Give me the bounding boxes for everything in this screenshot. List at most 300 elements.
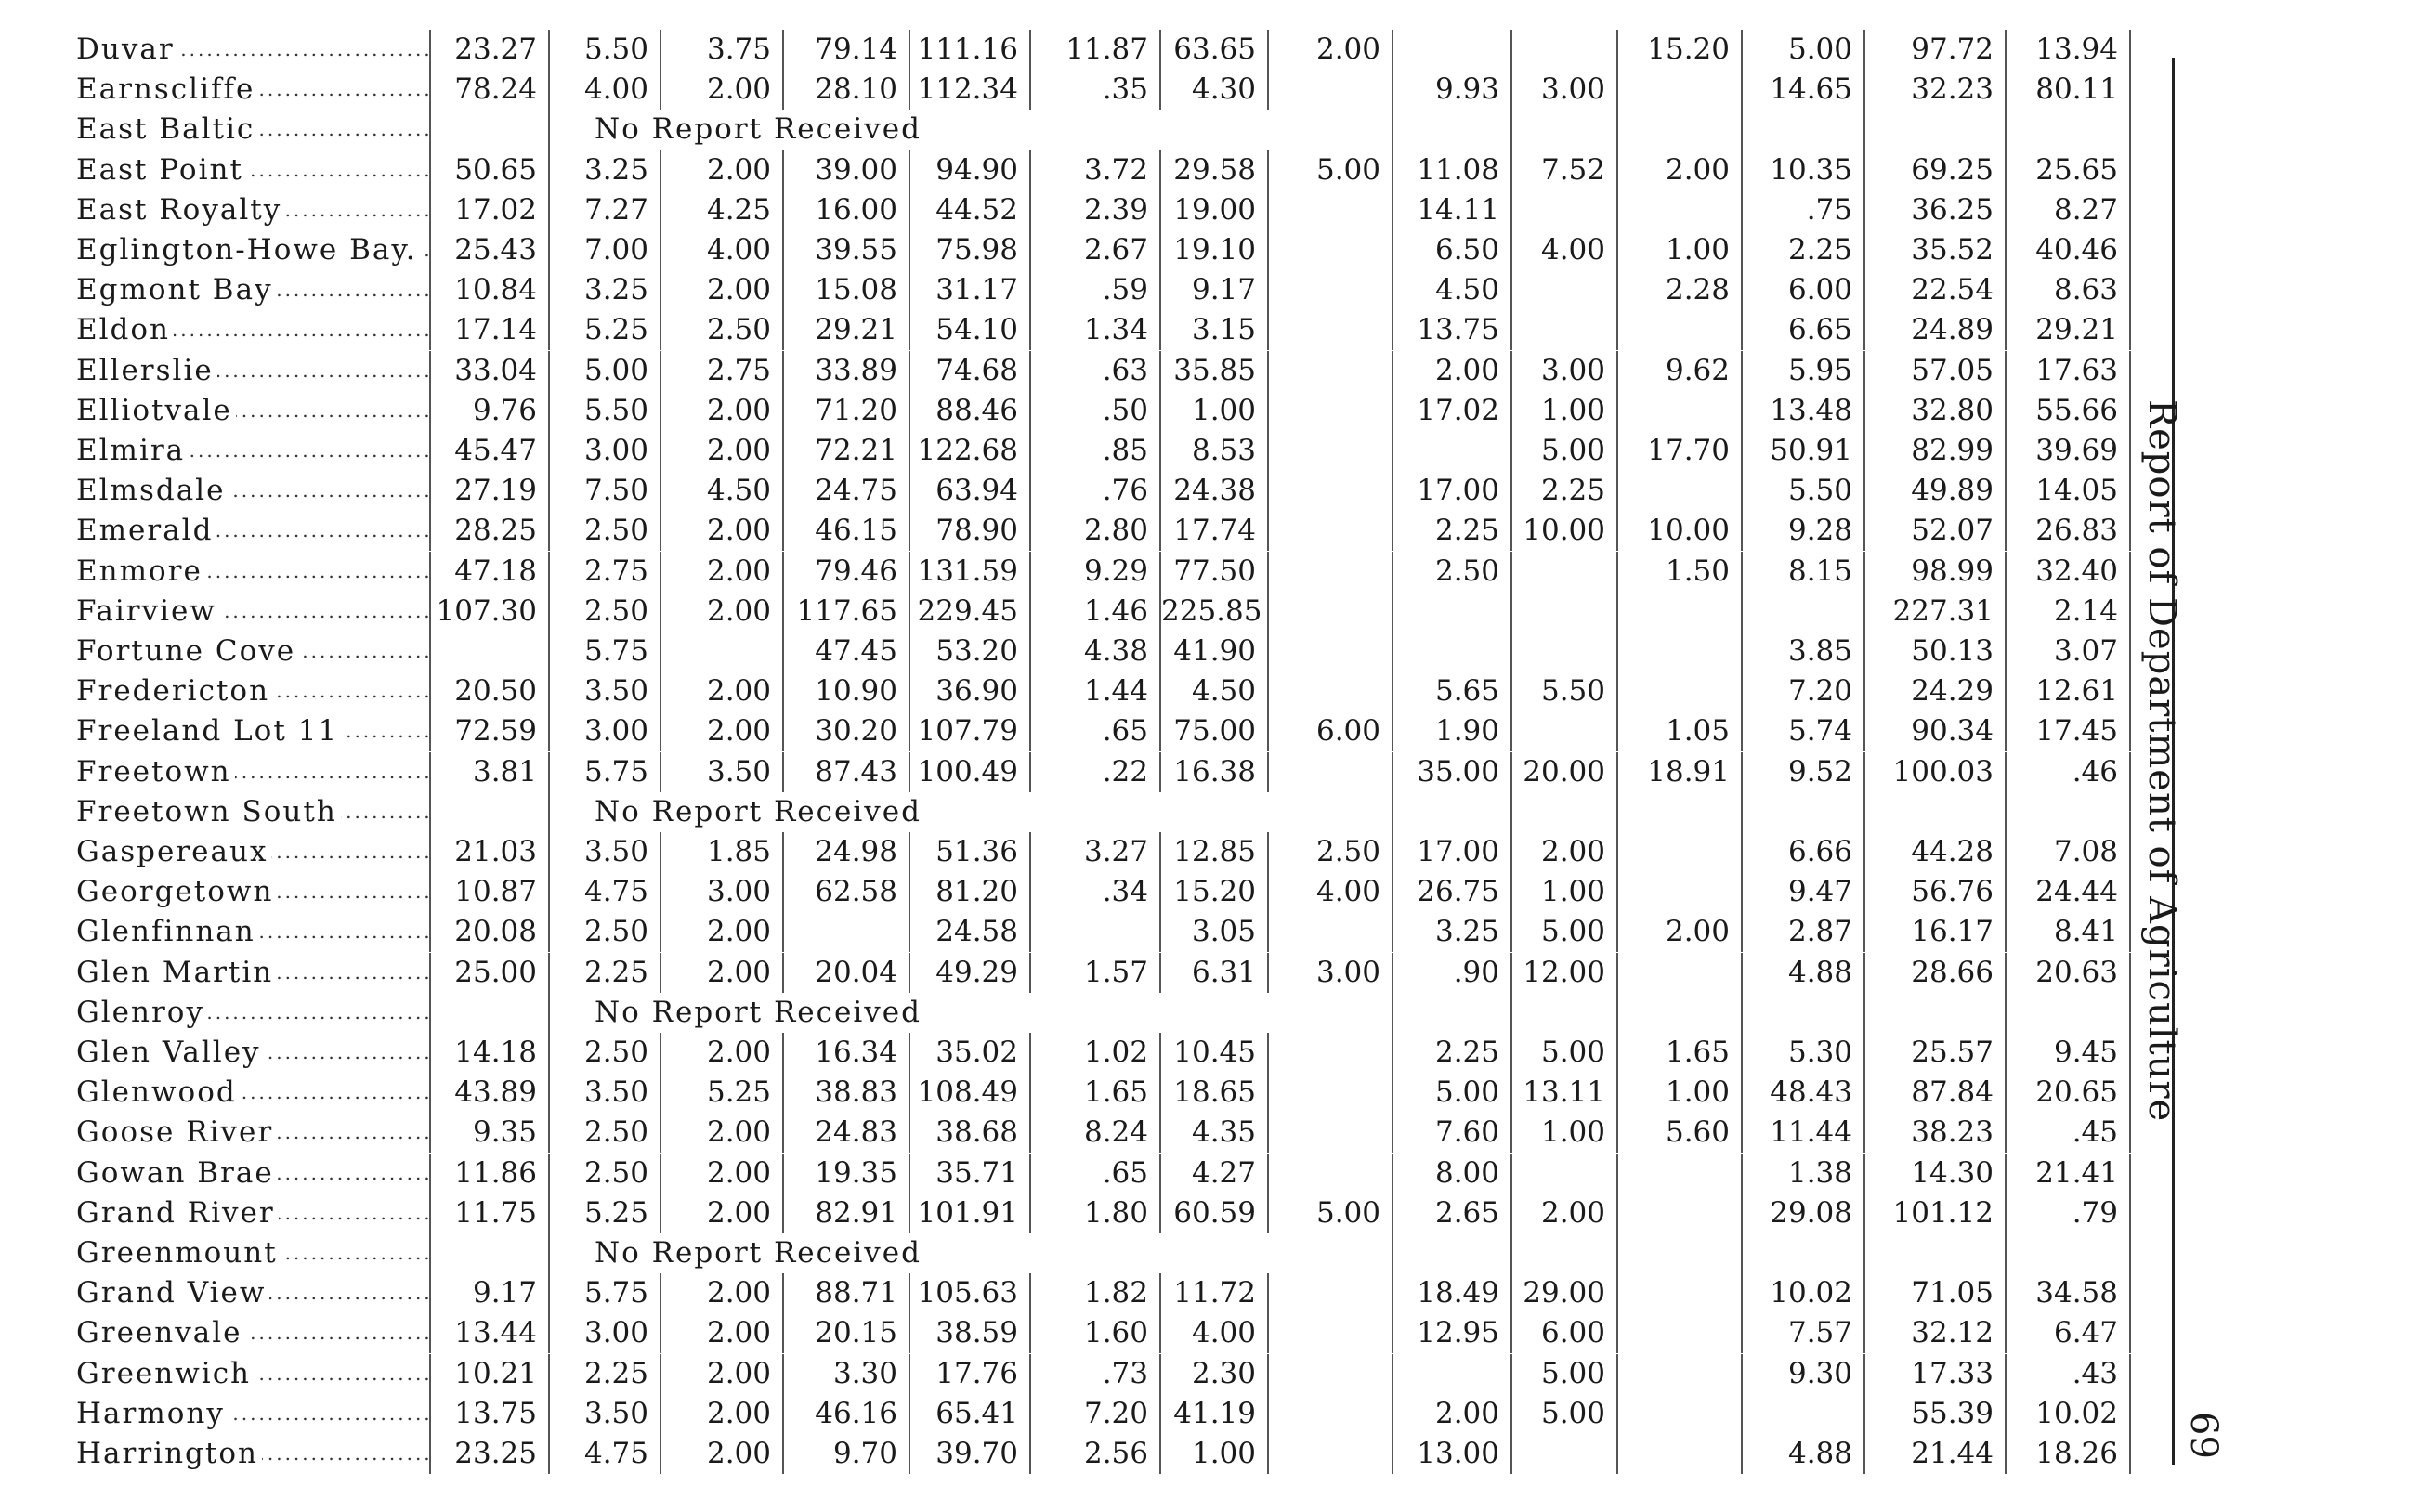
table-row: [0, 471, 2229, 511]
table-row: [0, 70, 2229, 110]
district-name: Greenwich: [76, 1357, 255, 1390]
value-cell-col-6: 9.29: [1031, 552, 1161, 592]
district-name-cell: [76, 150, 431, 190]
value-cell-col-2: 5.50: [550, 30, 661, 70]
value-cell-col-9: 17.00: [1393, 832, 1512, 872]
value-cell-col-11: 15.20: [1618, 30, 1743, 70]
value-cell-col-9: 9.93: [1393, 70, 1512, 110]
value-cell-col-11: [1618, 190, 1743, 230]
value-cell-col-6: .59: [1031, 270, 1161, 310]
value-cell-col-2: 7.27: [550, 190, 661, 230]
value-cell-col-8: [1269, 1273, 1393, 1313]
value-cell-col-6: [1031, 792, 1161, 832]
value-cell-col-9: [1393, 1354, 1512, 1394]
value-cell-col-14: 2.14: [2007, 592, 2131, 632]
value-cell-col-3: 4.00: [661, 230, 784, 270]
value-cell-col-13: 100.03: [1865, 752, 2007, 792]
value-cell-col-2: 2.50: [550, 592, 661, 632]
value-cell-col-7: 4.35: [1161, 1113, 1269, 1153]
value-cell-col-14: 17.63: [2007, 351, 2131, 391]
value-cell-col-1: 13.75: [431, 1394, 550, 1434]
value-cell-col-7: 75.00: [1161, 711, 1269, 751]
value-cell-col-14: [2007, 993, 2131, 1033]
value-cell-col-7: 41.90: [1161, 632, 1269, 671]
district-name: Duvar: [76, 33, 178, 66]
value-cell-col-9: 26.75: [1393, 872, 1512, 912]
value-cell-col-6: .76: [1031, 471, 1161, 511]
value-cell-col-2: 2.50: [550, 912, 661, 952]
value-cell-col-10: 5.00: [1512, 1394, 1618, 1434]
value-cell-col-1: 20.50: [431, 671, 550, 711]
table-row: [0, 1354, 2229, 1394]
value-cell-col-7: 29.58: [1161, 150, 1269, 190]
table-row: [0, 1193, 2229, 1233]
district-name-cell: [76, 592, 431, 632]
district-name: Freetown: [76, 755, 235, 789]
value-cell-col-1: 50.65: [431, 150, 550, 190]
value-cell-col-5: 112.34: [910, 70, 1031, 110]
value-cell-col-8: [1269, 230, 1393, 270]
value-cell-col-12: 4.88: [1743, 953, 1865, 993]
value-cell-col-10: [1512, 993, 1618, 1033]
value-cell-col-1: [431, 993, 550, 1033]
value-cell-col-4: 79.46: [784, 552, 910, 592]
value-cell-col-2: 3.25: [550, 150, 661, 190]
value-cell-col-8: [1269, 471, 1393, 511]
value-cell-col-14: 20.63: [2007, 953, 2131, 993]
value-cell-col-14: .45: [2007, 1113, 2131, 1153]
value-cell-col-10: [1512, 552, 1618, 592]
value-cell-col-13: 71.05: [1865, 1273, 2007, 1313]
value-cell-col-6: 1.34: [1031, 310, 1161, 350]
value-cell-col-8: [1269, 1073, 1393, 1113]
value-cell-col-8: [1269, 110, 1393, 150]
value-cell-col-3: 2.00: [661, 671, 784, 711]
value-cell-col-2: 5.75: [550, 632, 661, 671]
value-cell-col-2: 4.75: [550, 872, 661, 912]
value-cell-col-14: 21.41: [2007, 1154, 2131, 1193]
value-cell-col-5: 35.02: [910, 1033, 1031, 1073]
value-cell-col-6: .34: [1031, 872, 1161, 912]
value-cell-col-14: 26.83: [2007, 511, 2131, 551]
value-cell-col-4: 24.75: [784, 471, 910, 511]
value-cell-col-8: [1269, 391, 1393, 431]
district-name: Gaspereaux: [76, 835, 271, 868]
value-cell-col-4: 16.00: [784, 190, 910, 230]
value-cell-col-10: 29.00: [1512, 1273, 1618, 1313]
value-cell-col-2: 3.00: [550, 431, 661, 471]
table-row: [0, 1033, 2229, 1073]
value-cell-col-2: 2.25: [550, 1354, 661, 1394]
value-cell-col-14: 10.02: [2007, 1394, 2131, 1434]
value-cell-col-10: 5.00: [1512, 431, 1618, 471]
value-cell-col-12: 5.50: [1743, 471, 1865, 511]
value-cell-col-12: 48.43: [1743, 1073, 1865, 1113]
value-cell-col-14: 14.05: [2007, 471, 2131, 511]
value-cell-col-2: 3.00: [550, 711, 661, 751]
value-cell-col-13: 28.66: [1865, 953, 2007, 993]
value-cell-col-5: 101.91: [910, 1193, 1031, 1233]
value-cell-col-8: [1269, 1233, 1393, 1273]
value-cell-col-6: 1.46: [1031, 592, 1161, 632]
value-cell-col-13: [1865, 110, 2007, 150]
value-cell-col-8: [1269, 1033, 1393, 1073]
value-cell-col-10: 7.52: [1512, 150, 1618, 190]
district-name: Glen Martin: [76, 956, 277, 989]
no-report-note: No Report Received: [595, 1236, 922, 1270]
district-name: Elmira: [76, 434, 189, 467]
value-cell-col-8: 5.00: [1269, 150, 1393, 190]
value-cell-col-9: 17.02: [1393, 391, 1512, 431]
value-cell-col-1: 9.76: [431, 391, 550, 431]
value-cell-col-4: 30.20: [784, 711, 910, 751]
table-row: [0, 511, 2229, 551]
value-cell-col-11: [1618, 632, 1743, 671]
value-cell-col-1: 13.44: [431, 1313, 550, 1353]
value-cell-col-13: [1865, 993, 2007, 1033]
value-cell-col-3: 2.00: [661, 391, 784, 431]
value-cell-col-9: 8.00: [1393, 1154, 1512, 1193]
table-row: [0, 711, 2229, 751]
value-cell-col-8: [1269, 993, 1393, 1033]
value-cell-col-12: 6.00: [1743, 270, 1865, 310]
value-cell-col-11: [1618, 1434, 1743, 1474]
district-name: Glen Valley: [76, 1036, 265, 1069]
value-cell-col-6: 1.02: [1031, 1033, 1161, 1073]
value-cell-col-11: 1.05: [1618, 711, 1743, 751]
district-name-cell: [76, 1394, 431, 1434]
value-cell-col-9: 11.08: [1393, 150, 1512, 190]
value-cell-col-5: 122.68: [910, 431, 1031, 471]
value-cell-col-4: 39.55: [784, 230, 910, 270]
value-cell-col-13: 55.39: [1865, 1394, 2007, 1434]
district-name-cell: [76, 1113, 431, 1153]
value-cell-col-6: 1.65: [1031, 1073, 1161, 1113]
value-cell-col-11: [1618, 1273, 1743, 1313]
value-cell-col-10: 4.00: [1512, 230, 1618, 270]
district-name-cell: [76, 1313, 431, 1353]
district-name-cell: [76, 1434, 431, 1474]
value-cell-col-8: [1269, 792, 1393, 832]
value-cell-col-11: [1618, 1154, 1743, 1193]
value-cell-col-6: 4.38: [1031, 632, 1161, 671]
value-cell-col-10: 1.00: [1512, 391, 1618, 431]
value-cell-col-14: 20.65: [2007, 1073, 2131, 1113]
value-cell-col-14: 17.45: [2007, 711, 2131, 751]
value-cell-col-7: 18.65: [1161, 1073, 1269, 1113]
value-cell-col-13: 44.28: [1865, 832, 2007, 872]
value-cell-col-3: 2.00: [661, 1354, 784, 1394]
district-name-cell: [76, 190, 431, 230]
value-cell-col-5: 39.70: [910, 1434, 1031, 1474]
value-cell-col-4: 82.91: [784, 1193, 910, 1233]
value-cell-col-5: [910, 993, 1031, 1033]
page-number: 69: [2182, 1412, 2225, 1459]
value-cell-col-4: 117.65: [784, 592, 910, 632]
value-cell-col-9: [1393, 431, 1512, 471]
value-cell-col-12: 50.91: [1743, 431, 1865, 471]
value-cell-col-6: [1031, 110, 1161, 150]
value-cell-col-9: 5.00: [1393, 1073, 1512, 1113]
value-cell-col-1: 14.18: [431, 1033, 550, 1073]
value-cell-col-11: 5.60: [1618, 1113, 1743, 1153]
value-cell-col-8: 3.00: [1269, 953, 1393, 993]
value-cell-col-6: 2.56: [1031, 1434, 1161, 1474]
table-row: [0, 632, 2229, 671]
value-cell-col-13: 38.23: [1865, 1113, 2007, 1153]
value-cell-col-8: [1269, 1394, 1393, 1434]
district-name-cell: [76, 1154, 431, 1193]
value-cell-col-4: 39.00: [784, 150, 910, 190]
value-cell-col-4: 47.45: [784, 632, 910, 671]
value-cell-col-7: 15.20: [1161, 872, 1269, 912]
value-cell-col-3: 2.00: [661, 592, 784, 632]
value-cell-col-14: 8.27: [2007, 190, 2131, 230]
value-cell-col-5: 107.79: [910, 711, 1031, 751]
value-cell-col-13: [1865, 792, 2007, 832]
district-name-cell: [76, 711, 431, 751]
district-name-cell: [76, 110, 431, 150]
value-cell-col-9: 5.65: [1393, 671, 1512, 711]
value-cell-col-9: 6.50: [1393, 230, 1512, 270]
district-name: Glenwood: [76, 1075, 241, 1109]
value-cell-col-14: 6.47: [2007, 1313, 2131, 1353]
district-name-cell: [76, 431, 431, 471]
table-row: [0, 1434, 2229, 1474]
value-cell-col-10: 12.00: [1512, 953, 1618, 993]
value-cell-col-4: 79.14: [784, 30, 910, 70]
value-cell-col-11: 18.91: [1618, 752, 1743, 792]
value-cell-col-9: [1393, 30, 1512, 70]
value-cell-col-5: 17.76: [910, 1354, 1031, 1394]
value-cell-col-9: [1393, 592, 1512, 632]
value-cell-col-8: 2.50: [1269, 832, 1393, 872]
value-cell-col-10: 2.00: [1512, 1193, 1618, 1233]
table-row: [0, 752, 2229, 792]
value-cell-col-10: 3.00: [1512, 70, 1618, 110]
value-cell-col-5: 111.16: [910, 30, 1031, 70]
district-name: East Point: [76, 153, 247, 187]
value-cell-col-10: [1512, 711, 1618, 751]
district-name-cell: [76, 30, 431, 70]
value-cell-col-12: 2.25: [1743, 230, 1865, 270]
value-cell-col-11: 10.00: [1618, 511, 1743, 551]
value-cell-col-12: 29.08: [1743, 1193, 1865, 1233]
district-name-cell: [76, 832, 431, 872]
value-cell-col-3: 2.00: [661, 552, 784, 592]
value-cell-col-5: 131.59: [910, 552, 1031, 592]
value-cell-col-3: 2.00: [661, 1434, 784, 1474]
value-cell-col-12: 10.35: [1743, 150, 1865, 190]
value-cell-col-12: 6.66: [1743, 832, 1865, 872]
value-cell-col-2: 5.25: [550, 310, 661, 350]
value-cell-col-10: 5.00: [1512, 1033, 1618, 1073]
value-cell-col-5: 63.94: [910, 471, 1031, 511]
value-cell-col-7: 12.85: [1161, 832, 1269, 872]
value-cell-col-13: 69.25: [1865, 150, 2007, 190]
value-cell-col-3: 2.00: [661, 1394, 784, 1434]
value-cell-col-2: 3.50: [550, 671, 661, 711]
value-cell-col-9: 17.00: [1393, 471, 1512, 511]
value-cell-col-2: 5.75: [550, 1273, 661, 1313]
value-cell-col-14: 8.63: [2007, 270, 2131, 310]
value-cell-col-10: [1512, 632, 1618, 671]
value-cell-col-11: [1618, 1354, 1743, 1394]
value-cell-col-1: 25.43: [431, 230, 550, 270]
value-cell-col-7: 6.31: [1161, 953, 1269, 993]
value-cell-col-4: 33.89: [784, 351, 910, 391]
district-name: Freeland Lot 11: [76, 714, 342, 748]
value-cell-col-6: 1.82: [1031, 1273, 1161, 1313]
value-cell-col-3: 3.00: [661, 872, 784, 912]
value-cell-col-4: 29.21: [784, 310, 910, 350]
value-cell-col-12: 6.65: [1743, 310, 1865, 350]
value-cell-col-7: 35.85: [1161, 351, 1269, 391]
table-row: [0, 1394, 2229, 1434]
value-cell-col-8: 6.00: [1269, 711, 1393, 751]
value-cell-col-8: [1269, 552, 1393, 592]
value-cell-col-1: 3.81: [431, 752, 550, 792]
value-cell-col-1: 33.04: [431, 351, 550, 391]
value-cell-col-7: 4.00: [1161, 1313, 1269, 1353]
district-name: Harmony: [76, 1397, 229, 1430]
value-cell-col-8: [1269, 912, 1393, 952]
value-cell-col-1: 17.14: [431, 310, 550, 350]
no-report-note: No Report Received: [595, 996, 922, 1029]
value-cell-col-9: 2.25: [1393, 1033, 1512, 1073]
value-cell-col-7: [1161, 110, 1269, 150]
district-name-cell: [76, 953, 431, 993]
value-cell-col-11: [1618, 953, 1743, 993]
value-cell-col-12: 7.20: [1743, 671, 1865, 711]
value-cell-col-8: [1269, 431, 1393, 471]
value-cell-col-2: 3.50: [550, 1073, 661, 1113]
value-cell-col-12: 14.65: [1743, 70, 1865, 110]
value-cell-col-10: 3.00: [1512, 351, 1618, 391]
district-name: Grand View: [76, 1276, 269, 1310]
value-cell-col-8: 2.00: [1269, 30, 1393, 70]
value-cell-col-4: 88.71: [784, 1273, 910, 1313]
value-cell-col-10: [1512, 270, 1618, 310]
district-name: Greenmount: [76, 1236, 281, 1270]
value-cell-col-5: [910, 1233, 1031, 1273]
value-cell-col-8: [1269, 70, 1393, 110]
table-row: [0, 993, 2229, 1033]
value-cell-col-11: 1.65: [1618, 1033, 1743, 1073]
value-cell-col-10: 1.00: [1512, 872, 1618, 912]
value-cell-col-6: .50: [1031, 391, 1161, 431]
value-cell-col-3: 5.25: [661, 1073, 784, 1113]
value-cell-col-3: 2.00: [661, 1033, 784, 1073]
value-cell-col-2: 3.00: [550, 1313, 661, 1353]
value-cell-col-3: 2.00: [661, 1313, 784, 1353]
value-cell-col-9: 18.49: [1393, 1273, 1512, 1313]
value-cell-col-8: [1269, 1113, 1393, 1153]
value-cell-col-1: 78.24: [431, 70, 550, 110]
value-cell-col-8: [1269, 1354, 1393, 1394]
district-name: Eglington-Howe Bay.: [76, 233, 421, 267]
district-name: Fairview: [76, 594, 220, 628]
value-cell-col-11: [1618, 1394, 1743, 1434]
value-cell-col-7: 8.53: [1161, 431, 1269, 471]
value-cell-col-14: .46: [2007, 752, 2131, 792]
table-row: [0, 552, 2229, 592]
value-cell-col-14: 9.45: [2007, 1033, 2131, 1073]
value-cell-col-11: [1618, 993, 1743, 1033]
value-cell-col-8: [1269, 671, 1393, 711]
table-row: [0, 592, 2229, 632]
value-cell-col-13: 24.89: [1865, 310, 2007, 350]
value-cell-col-4: 20.15: [784, 1313, 910, 1353]
value-cell-col-10: 5.50: [1512, 671, 1618, 711]
value-cell-col-8: [1269, 310, 1393, 350]
table-row: [0, 671, 2229, 711]
value-cell-col-3: [661, 632, 784, 671]
district-name-cell: [76, 391, 431, 431]
value-cell-col-4: 15.08: [784, 270, 910, 310]
value-cell-col-11: [1618, 391, 1743, 431]
value-cell-col-12: 1.38: [1743, 1154, 1865, 1193]
table-row: [0, 270, 2229, 310]
value-cell-col-3: 2.00: [661, 511, 784, 551]
value-cell-col-14: 29.21: [2007, 310, 2131, 350]
value-cell-col-14: 18.26: [2007, 1434, 2131, 1474]
table-row: [0, 431, 2229, 471]
value-cell-col-6: .85: [1031, 431, 1161, 471]
table-row: [0, 1073, 2229, 1113]
value-cell-col-5: 88.46: [910, 391, 1031, 431]
value-cell-col-2: 2.50: [550, 1033, 661, 1073]
value-cell-col-14: .43: [2007, 1354, 2131, 1394]
value-cell-col-1: 17.02: [431, 190, 550, 230]
value-cell-col-9: 4.50: [1393, 270, 1512, 310]
value-cell-col-5: 35.71: [910, 1154, 1031, 1193]
value-cell-col-13: 36.25: [1865, 190, 2007, 230]
value-cell-col-13: 87.84: [1865, 1073, 2007, 1113]
value-cell-col-3: 2.00: [661, 912, 784, 952]
value-cell-col-13: 21.44: [1865, 1434, 2007, 1474]
value-cell-col-10: 2.25: [1512, 471, 1618, 511]
value-cell-col-6: [1031, 1233, 1161, 1273]
value-cell-col-12: [1743, 1394, 1865, 1434]
value-cell-col-4: 20.04: [784, 953, 910, 993]
value-cell-col-4: 10.90: [784, 671, 910, 711]
value-cell-col-9: 2.65: [1393, 1193, 1512, 1233]
value-cell-col-6: 3.72: [1031, 150, 1161, 190]
district-name: East Royalty: [76, 193, 285, 227]
value-cell-col-14: 12.61: [2007, 671, 2131, 711]
value-cell-col-9: [1393, 632, 1512, 671]
value-cell-col-2: 2.25: [550, 953, 661, 993]
value-cell-col-11: 2.00: [1618, 150, 1743, 190]
value-cell-col-12: [1743, 110, 1865, 150]
table-row: [0, 912, 2229, 952]
value-cell-col-3: 2.00: [661, 1154, 784, 1193]
value-cell-col-10: 6.00: [1512, 1313, 1618, 1353]
value-cell-col-1: 11.86: [431, 1154, 550, 1193]
district-name: Grand River: [76, 1196, 279, 1230]
value-cell-col-13: 22.54: [1865, 270, 2007, 310]
value-cell-col-1: [431, 632, 550, 671]
value-cell-col-9: 13.75: [1393, 310, 1512, 350]
value-cell-col-7: 63.65: [1161, 30, 1269, 70]
value-cell-col-3: 3.50: [661, 752, 784, 792]
value-cell-col-14: [2007, 1233, 2131, 1273]
value-cell-col-12: 13.48: [1743, 391, 1865, 431]
value-cell-col-8: [1269, 1313, 1393, 1353]
value-cell-col-6: .65: [1031, 1154, 1161, 1193]
value-cell-col-2: 2.50: [550, 511, 661, 551]
